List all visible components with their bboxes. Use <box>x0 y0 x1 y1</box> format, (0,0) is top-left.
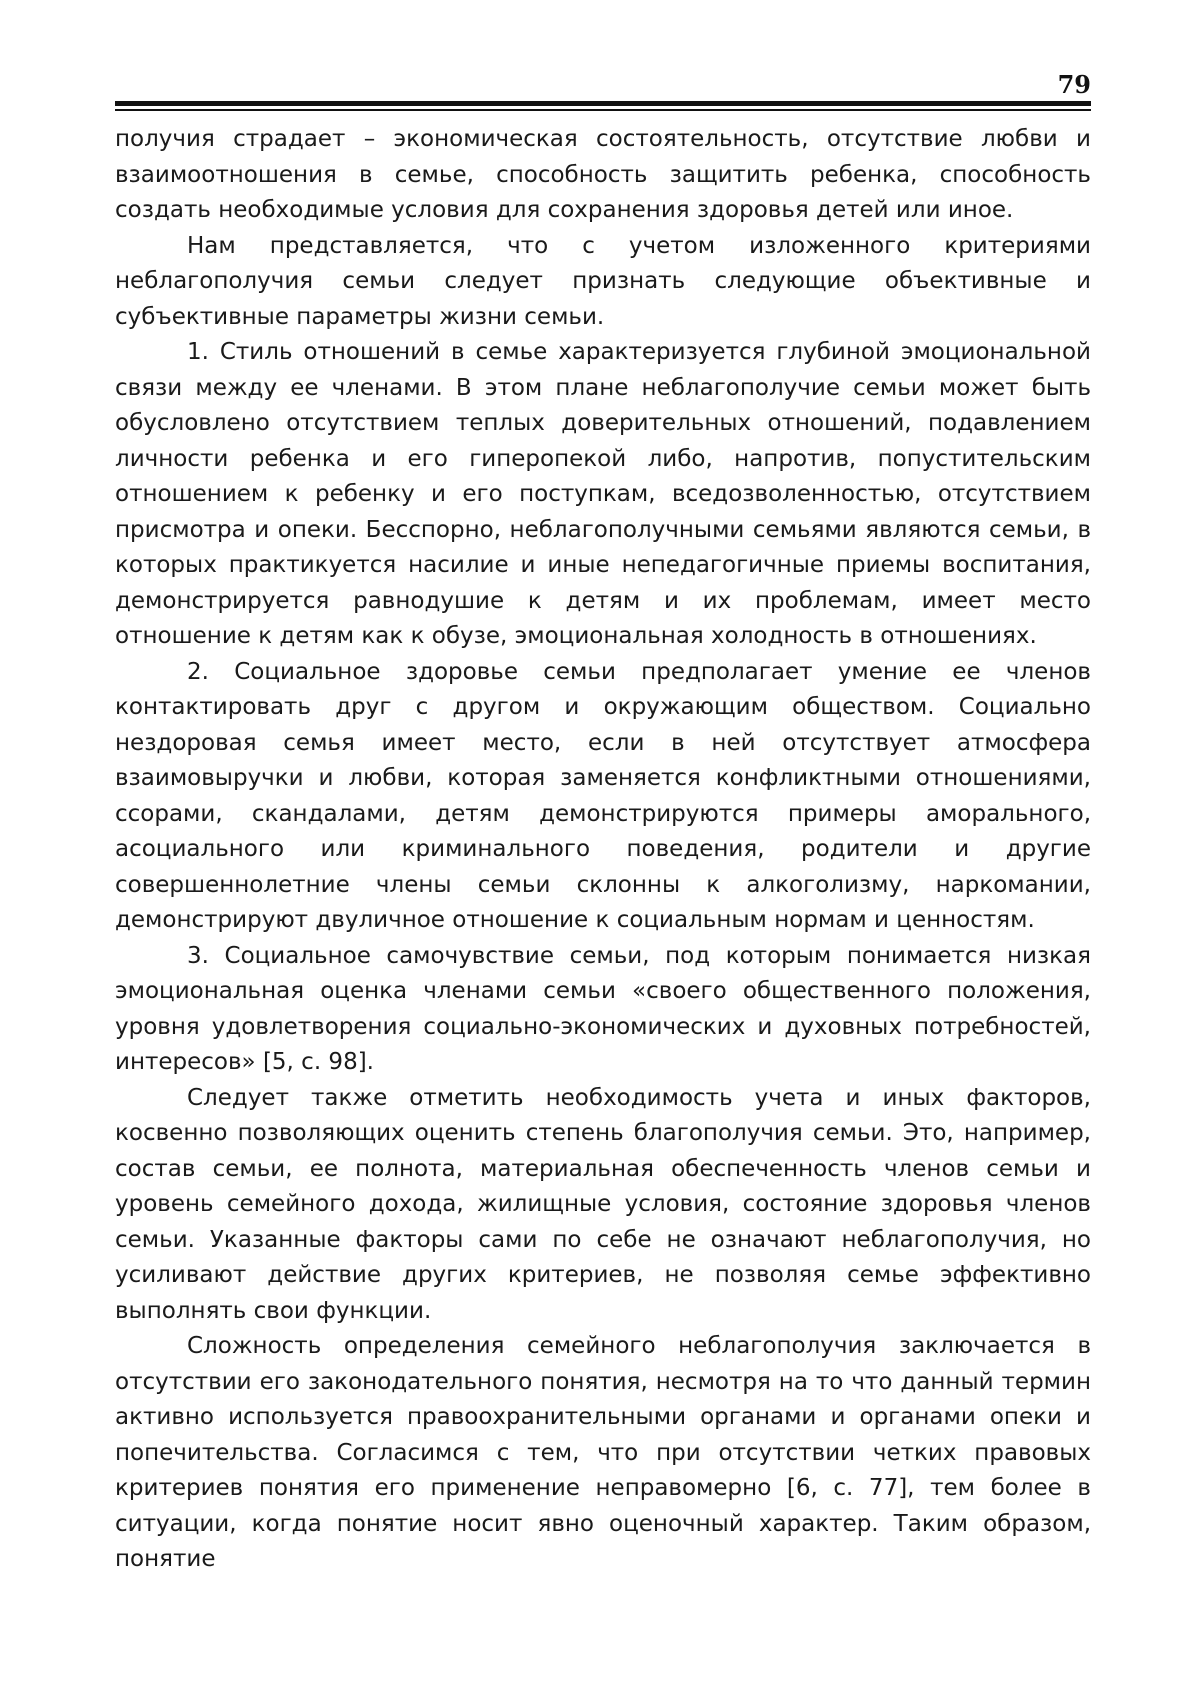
body-text <box>115 122 1091 1578</box>
header-rule-thin <box>115 109 1091 111</box>
paragraph-criterion-1: 1. Стиль отношений в семье характеризуется глубиной эмоциональной связи между ее членами. В этом плане неблагополучие семьи может быть обусловлено отсутствием теплых доверительных отношений, подавлением личности ребенка и его гиперопекой либо, напротив, попустительским отношением к ребенку и его поступкам, вседозволенностью, отсутствием присмотра и опеки. Бесспорно, неблагополучными семьями являются семьи, в которых практикуется насилие и иные непедагогичные приемы воспитания, демонстрируется равнодушие к детям и их проблемам, имеет место отношение к детям как к обузе, эмоциональная холодность в отношениях. <box>115 339 1091 649</box>
paragraph-criterion-2: 2. Социальное здоровье семьи предполагает умение ее членов контактировать друг с другом и окружающим обществом. Социально нездоровая семья имеет место, если в ней отсутствует атмосфера взаимовыручки и любви, которая заменяется конфликтными отношениями, ссорами, скандалами, детям демонстрируются примеры аморального, асоциального или криминального поведения, родители и другие совершеннолетние члены семьи склонны к алкоголизму, наркомании, демонстрируют двуличное отношение к социальным нормам и ценностям. <box>115 658 1091 933</box>
page-number: 79 <box>1057 70 1091 99</box>
paragraph-other-factors: Следует также отметить необходимость учета и иных факторов, косвенно позволяющих оценить степень благополучия семьи. Это, например, состав семьи, ее полнота, материальная обеспеченность членов семьи и уровень семейного дохода, жилищные условия, состояние здоровья членов семьи. Указанные факторы сами по себе не означают неблагополучия, но усиливают действие других критериев, не позволяя семье эффективно выполнять свои функции. <box>115 1084 1091 1324</box>
paragraph-criterion-3: 3. Социальное самочувствие семьи, под которым понимается низкая эмоциональная оценка членами семьи «своего общественного положения, уровня удовлетворения социально-экономических и духовных потребностей, интересов» [5, с. 98]. <box>115 942 1091 1075</box>
header-rule-thick <box>115 101 1091 106</box>
paragraph-definition-complexity: Сложность определения семейного неблагополучия заключается в отсутствии его законодательного понятия, несмотря на то что данный термин активно используется правоохранительными органами и органами опеки и попечительства. Согласимся с тем, что при отсутствии четких правовых критериев понятия его применение неправомерно [6, с. 77], тем более в ситуации, когда понятие носит явно оценочный характер. Таким образом, понятие <box>115 1333 1091 1572</box>
paragraph-intro-criteria: Нам представляется, что с учетом изложенного критериями неблагополучия семьи следует признать следующие объективные и субъективные параметры жизни семьи. <box>115 232 1091 330</box>
paragraph-continuation: получия страдает – экономическая состоятельность, отсутствие любви и взаимоотношения в семье, способность защитить ребенка, способность создать необходимые условия для сохранения здоровья детей или иное. <box>115 126 1091 223</box>
